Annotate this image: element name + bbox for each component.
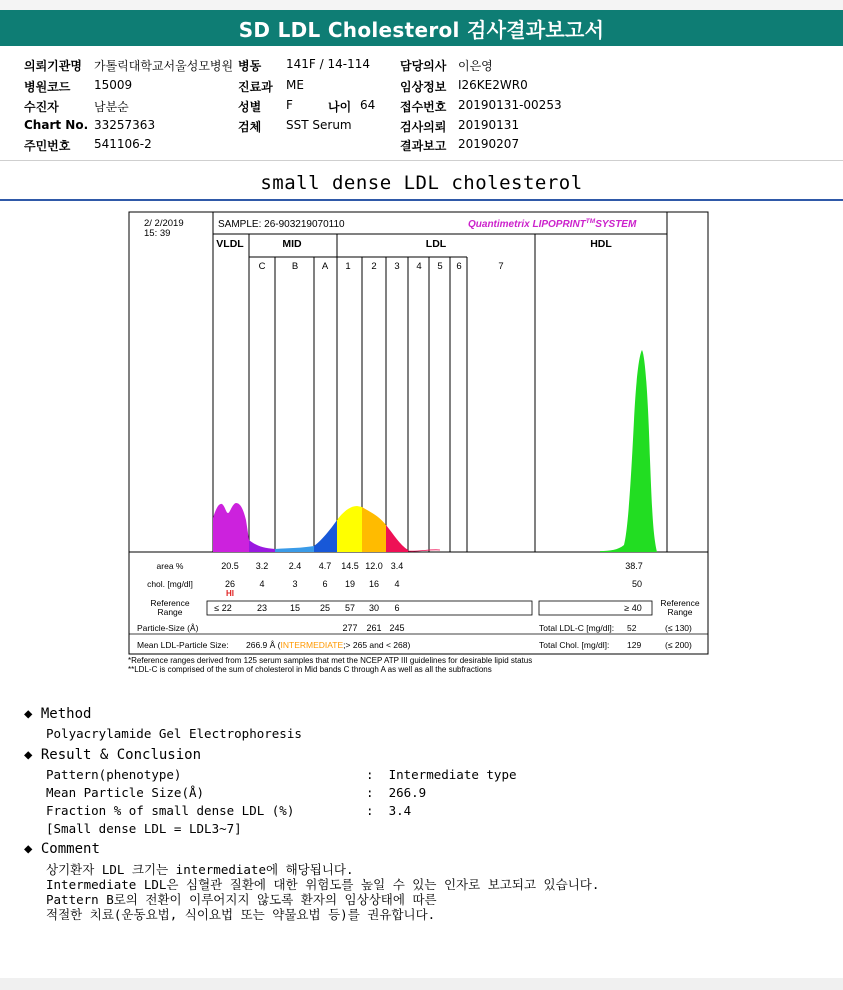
ref-hdl: ≥ 40 (624, 603, 642, 613)
footnote-2: **LDL-C is comprised of the sum of cholesterol in Mid bands C through A as well as all the subfractions (128, 665, 492, 674)
method-text: Polyacrylamide Gel Electrophoresis (46, 726, 302, 741)
examinee-value: 남분순 (94, 100, 129, 114)
comment-line: 적절한 치료(운동요법, 식이요법 또는 약물요법 등)를 권유합니다. (46, 907, 436, 922)
row-label-ref2: Range (157, 607, 183, 617)
report-date-value: 20190207 (458, 137, 520, 151)
area-a: 4.7 (318, 561, 332, 571)
examinee-label: 수진자 (24, 100, 59, 114)
result-heading-text: Result & Conclusion (40, 747, 202, 763)
clinical-label: 임상정보 (400, 80, 447, 94)
comment-heading (24, 841, 100, 857)
sex-value: F (286, 98, 293, 112)
size-ldl2: 261 (366, 623, 382, 633)
id-value: 541106-2 (94, 137, 152, 151)
sample-id: SAMPLE: 26-903219070110 (218, 219, 345, 230)
hospital-label: 의뢰기관명 (24, 59, 82, 73)
total-ldl-ref: (≤ 130) (665, 623, 692, 633)
chol-ldl3: 4 (394, 579, 400, 589)
vldl-high-flag: HI (226, 589, 234, 598)
specimen-label: 검체 (238, 120, 262, 134)
comment-line: Pattern B로의 전환이 이루어지지 않도록 환자의 임상상태에 따른 (46, 892, 437, 907)
result-heading (24, 747, 201, 763)
report-date-label: 결과보고 (400, 139, 447, 153)
area-b: 2.4 (288, 561, 302, 571)
band-label: 6 (456, 261, 462, 272)
diamond-icon: ◆ (24, 841, 33, 857)
ward-value: 141F / 14-114 (286, 57, 370, 71)
row-label-particle: Particle-Size (Å) (137, 623, 199, 633)
row-label-ref1-right: Reference (660, 598, 700, 608)
chol-b: 3 (292, 579, 298, 589)
chol-ldl2: 16 (368, 579, 380, 589)
hospital-code-label: 병원코드 (24, 80, 71, 94)
mean-size-result: : 266.9 (366, 785, 427, 800)
area-ldl2: 12.0 (365, 561, 383, 571)
group-ldl: LDL (425, 238, 447, 250)
row-label-ref1: Reference (150, 598, 190, 608)
total-chol-label: Total Chol. [mg/dl]: (539, 640, 610, 650)
chol-c: 4 (259, 579, 265, 589)
group-hdl: HDL (590, 238, 612, 250)
ref-b: 15 (289, 603, 301, 613)
diamond-icon: ◆ (24, 706, 33, 722)
comment-line: Intermediate LDL은 심혈관 질환에 대한 위험도를 높일 수 있는 인자로 보고되고 있습니다. (46, 877, 600, 892)
method-heading (24, 706, 91, 722)
comment-line: 상기환자 LDL 크기는 intermediate에 해당됩니다. (46, 862, 354, 877)
hospital-code-value: 15009 (94, 78, 133, 92)
comment-heading-text: Comment (40, 841, 100, 857)
clinical-value: I26KE2WR0 (458, 78, 528, 92)
band-label: B (291, 261, 299, 272)
row-label-area: area % (156, 561, 184, 571)
diamond-icon: ◆ (24, 747, 33, 763)
chart-date: 2/ 2/2019 (144, 218, 184, 229)
ward-label: 병동 (238, 59, 262, 73)
chart-time: 15: 39 (144, 228, 171, 239)
ref-ldl3: 6 (394, 603, 400, 613)
area-ldl3: 3.4 (390, 561, 404, 571)
band-label: C (258, 261, 266, 272)
receipt-value: 20190131-00253 (458, 98, 562, 112)
size-ldl1: 277 (342, 623, 358, 633)
request-label: 검사의뢰 (400, 120, 447, 134)
group-mid: MID (282, 238, 302, 250)
chart-frame (129, 212, 708, 654)
total-ldl-label: Total LDL-C [mg/dl]: (539, 623, 615, 633)
band-label: 5 (437, 261, 443, 272)
row-label-mean: Mean LDL-Particle Size: (137, 640, 229, 650)
pattern-value: : Intermediate type (366, 767, 517, 782)
band-label: A (321, 261, 329, 272)
hospital-value: 가톨릭대학교서울성모병원 (94, 59, 234, 73)
fraction-label: Fraction % of small dense LDL (%) (46, 803, 295, 818)
id-label: 주민번호 (24, 139, 71, 153)
size-ldl3: 245 (389, 623, 405, 633)
row-label-ref2-right: Range (667, 607, 693, 617)
row-label-chol: chol. [mg/dl] (147, 579, 193, 589)
age-value: 64 (360, 98, 376, 112)
dept-label: 진료과 (238, 80, 273, 94)
system-brand: Quantimetrix LIPOPRINT™SYSTEM (468, 218, 637, 230)
group-vldl: VLDL (216, 238, 244, 250)
chol-a: 6 (322, 579, 328, 589)
band-label: 4 (416, 261, 422, 272)
sex-label: 성별 (238, 100, 262, 114)
doctor-label: 담당의사 (400, 59, 447, 73)
ref-a: 25 (319, 603, 331, 613)
ref-c: 23 (256, 603, 268, 613)
age-label: 나이 (328, 100, 352, 114)
ref-ldl2: 30 (368, 603, 380, 613)
pattern-label: Pattern(phenotype) (46, 767, 182, 782)
report-title: SD LDL Cholesterol 검사결과보고서 (0, 10, 843, 46)
area-ldl1: 14.5 (341, 561, 359, 571)
chol-hdl: 50 (631, 579, 643, 589)
mean-size-value: 266.9 Å (INTERMEDIATE;> 265 and < 268) (246, 640, 411, 650)
total-ldl-value: 52 (627, 623, 637, 633)
method-heading-text: Method (40, 706, 92, 722)
fraction-value: : 3.4 (366, 803, 412, 818)
mean-size-label: Mean Particle Size(Å) (46, 785, 205, 800)
ref-ldl1: 57 (344, 603, 356, 613)
receipt-label: 접수번호 (400, 100, 447, 114)
area-vldl: 20.5 (221, 561, 239, 571)
band-label: 3 (394, 261, 400, 272)
section-title: small dense LDL cholesterol (260, 172, 583, 194)
specimen-value: SST Serum (286, 118, 352, 132)
ref-vldl: ≤ 22 (214, 603, 232, 613)
chol-vldl: 26 (224, 579, 236, 589)
footnote-1: *Reference ranges derived from 125 serum samples that met the NCEP ATP III guidelines for desirable lipid status (128, 656, 533, 665)
band-label: 2 (371, 261, 377, 272)
band-label: 1 (345, 261, 351, 272)
total-chol-ref: (≤ 200) (665, 640, 692, 650)
dept-value: ME (286, 78, 304, 92)
chol-ldl1: 19 (344, 579, 356, 589)
band-label: 7 (498, 261, 504, 272)
request-value: 20190131 (458, 118, 520, 132)
area-c: 3.2 (255, 561, 269, 571)
total-chol-value: 129 (627, 640, 642, 650)
sdldl-note: [Small dense LDL = LDL3~7] (46, 821, 242, 836)
doctor-value: 이은영 (458, 59, 493, 73)
chart-no-label: Chart No. (24, 118, 89, 132)
area-hdl: 38.7 (625, 561, 643, 571)
bottom-margin (0, 978, 843, 990)
chart-no-value: 33257363 (94, 118, 156, 132)
